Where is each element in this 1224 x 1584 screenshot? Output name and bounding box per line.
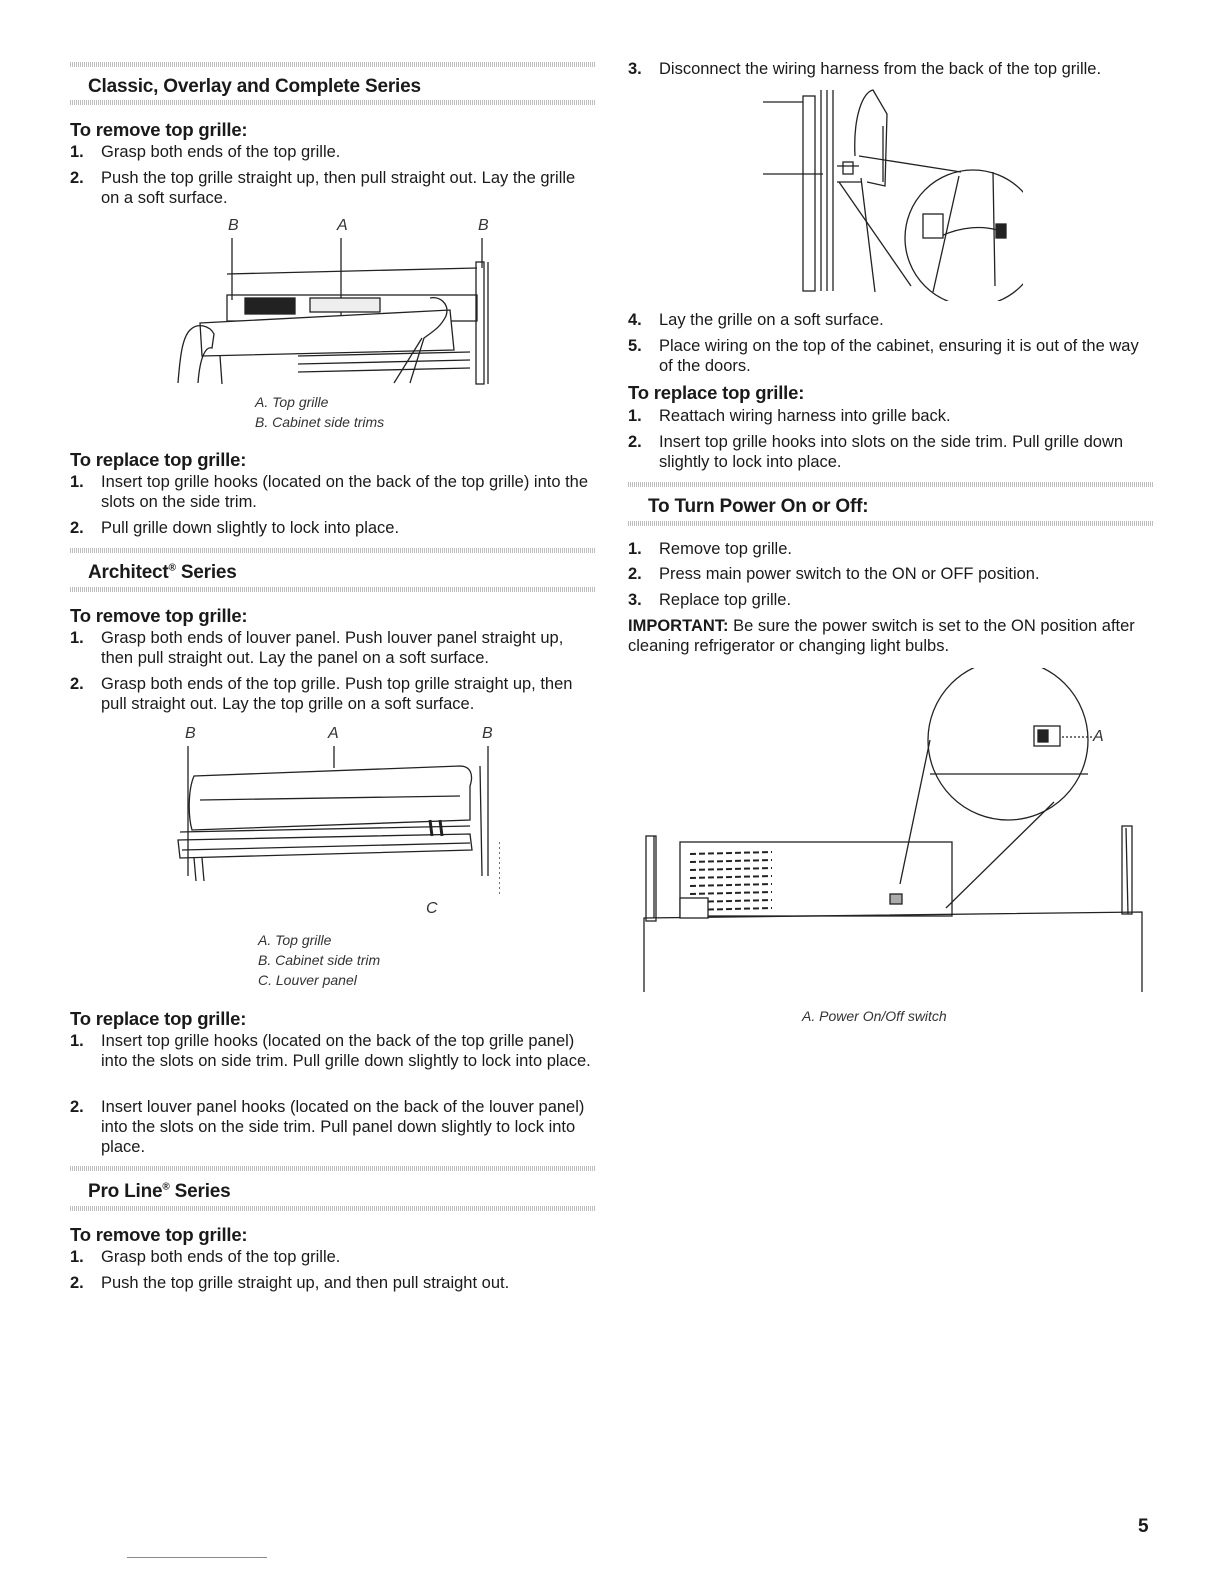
- figure-label-b: B: [185, 725, 196, 742]
- list-item: 2. Push the top grille straight up, and then pull straight out.: [70, 1274, 510, 1292]
- wiring-harness-illustration: [763, 86, 1023, 301]
- subheading-replace: To replace top grille:: [70, 1008, 247, 1029]
- list-item: 2. Insert top grille hooks into slots on the side trim. Pull grille down slightly to lock into place.: [628, 433, 1124, 471]
- figure-label-b: B: [228, 217, 239, 234]
- list-item: 2. Grasp both ends of the top grille. Push top grille straight up, then pull straight out. Lay the top grille on a soft surface.: [70, 675, 573, 713]
- section-divider: [70, 62, 595, 67]
- subheading-replace: To replace top grille:: [628, 382, 805, 403]
- figure-label-c: C: [426, 900, 438, 917]
- figure-label-a: A: [1093, 728, 1104, 745]
- important-note: IMPORTANT: Be sure the power switch is set to the ON position after cleaning refrigerator or changing light bulbs.: [628, 617, 1135, 655]
- section-title-architect: Architect® Series: [88, 562, 237, 583]
- list-item: 4. Lay the grille on a soft surface.: [628, 311, 884, 329]
- section-divider: [70, 100, 595, 105]
- subheading-remove: To remove top grille:: [70, 605, 248, 626]
- list-item: 5. Place wiring on the top of the cabinet, ensuring it is out of the way of the doors.: [628, 337, 1139, 375]
- top-grille-removal-illustration: [170, 238, 500, 388]
- list-item: 2. Insert louver panel hooks (located on the back of the louver panel) into the slots on the side trim. Pull panel down slightly to lock into place.: [70, 1098, 585, 1156]
- section-divider: [70, 1166, 595, 1171]
- section-divider: [70, 587, 595, 592]
- section-title-proline: Pro Line® Series: [88, 1181, 231, 1202]
- subheading-remove: To remove top grille:: [70, 119, 248, 140]
- section-title-power: To Turn Power On or Off:: [648, 496, 869, 517]
- list-item: 2. Press main power switch to the ON or OFF position.: [628, 565, 1040, 583]
- figure-caption: A. Top grille: [258, 932, 332, 948]
- list-item: 1. Grasp both ends of louver panel. Push louver panel straight up, then pull straight out. Lay the panel on a soft surface.: [70, 629, 564, 667]
- section-divider: [628, 521, 1153, 526]
- list-item: 1. Grasp both ends of the top grille.: [70, 143, 341, 161]
- section-divider: [70, 1206, 595, 1211]
- section-divider: [70, 548, 595, 553]
- figure-caption: C. Louver panel: [258, 972, 357, 988]
- figure-label-b: B: [482, 725, 493, 742]
- power-switch-illustration: [642, 668, 1152, 993]
- section-divider: [628, 482, 1153, 487]
- figure-caption: B. Cabinet side trims: [255, 414, 385, 430]
- list-item: 1. Reattach wiring harness into grille back.: [628, 407, 951, 425]
- list-item: 1. Remove top grille.: [628, 540, 792, 558]
- figure-label-a: A: [328, 725, 339, 742]
- figure-label-a: A: [337, 217, 348, 234]
- louver-panel-illustration: [170, 746, 500, 896]
- page-number: 5: [1138, 1516, 1149, 1537]
- section-title-classic: Classic, Overlay and Complete Series: [88, 76, 421, 97]
- list-item: 3. Disconnect the wiring harness from the back of the top grille.: [628, 60, 1102, 78]
- figure-caption: B. Cabinet side trim: [258, 952, 381, 968]
- list-item: 1. Grasp both ends of the top grille.: [70, 1248, 341, 1266]
- list-item: 1. Insert top grille hooks (located on the back of the top grille) into the slots on the side trim.: [70, 473, 589, 511]
- subheading-remove: To remove top grille:: [70, 1224, 248, 1245]
- figure-caption: A. Top grille: [255, 394, 329, 410]
- subheading-replace: To replace top grille:: [70, 449, 247, 470]
- footer-rule: [127, 1557, 267, 1558]
- figure-label-b: B: [478, 217, 489, 234]
- list-item: 3. Replace top grille.: [628, 591, 792, 609]
- list-item: 2. Pull grille down slightly to lock into place.: [70, 519, 400, 537]
- list-item: 1. Insert top grille hooks (located on the back of the top grille panel) into the slots on side trim. Pull grille down slightly to lock into place.: [70, 1032, 591, 1070]
- list-item: 2. Push the top grille straight up, then pull straight out. Lay the grille on a soft surface.: [70, 169, 576, 207]
- figure-caption: A. Power On/Off switch: [802, 1008, 947, 1024]
